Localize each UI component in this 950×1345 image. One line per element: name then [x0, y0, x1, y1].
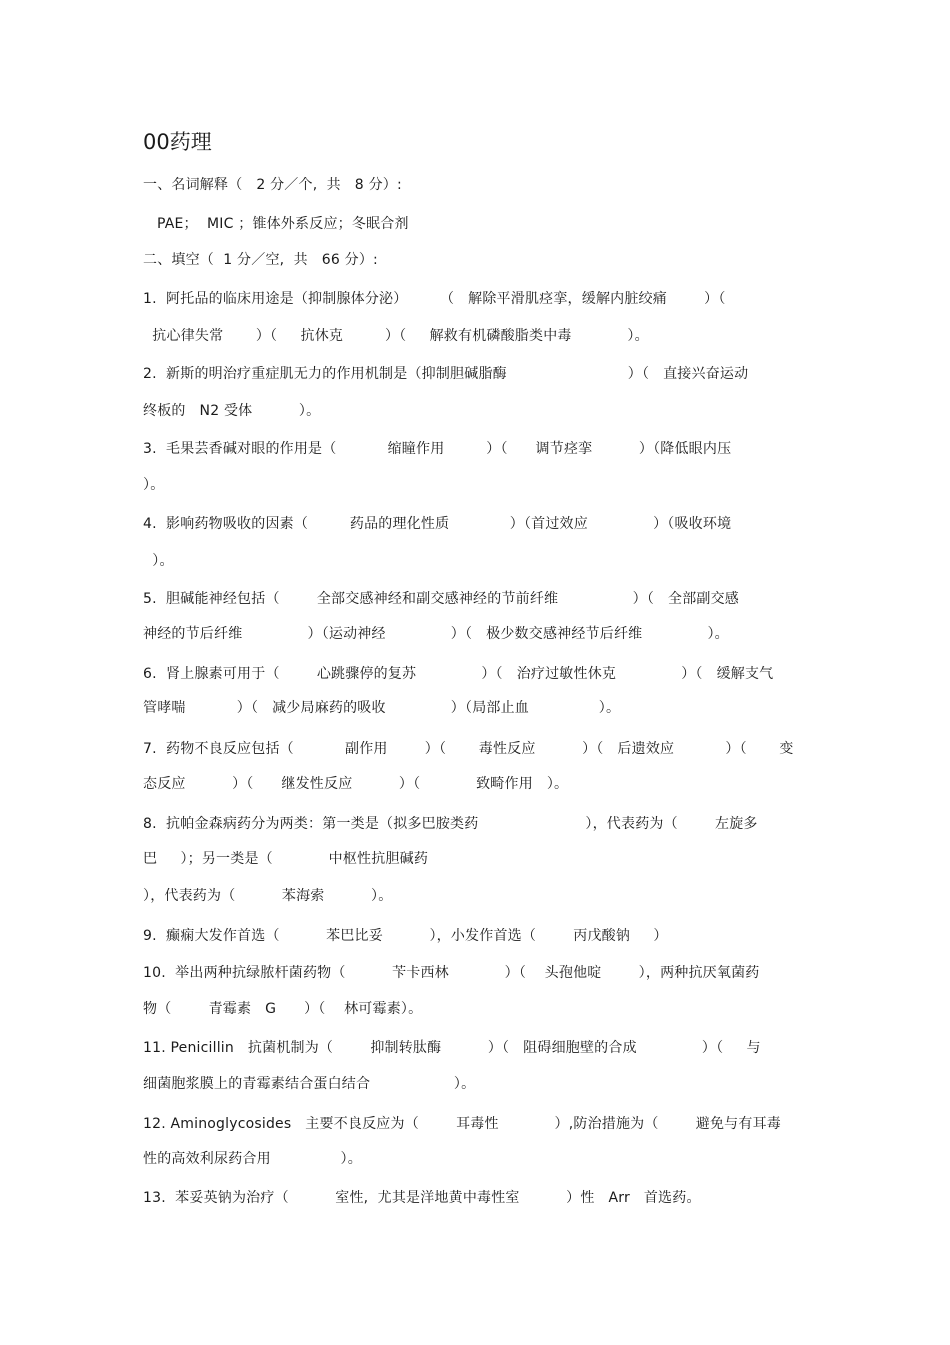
question-1-line-1: 1. 阿托品的临床用途是（抑制腺体分泌） （ 解除平滑肌痉挛，缓解内脏绞痛 ）（: [143, 291, 726, 307]
question-2-line-1: 2. 新斯的明治疗重症肌无力的作用机制是（抑制胆碱脂酶 ）（ 直接兴奋运动: [143, 366, 749, 382]
question-5-line-1: 5. 胆碱能神经包括（ 全部交感神经和副交感神经的节前纤维 ）（ 全部副交感: [143, 591, 740, 607]
question-12-line-2: 性的高效利尿药合用 ）。: [143, 1151, 362, 1167]
document-title: 00药理: [143, 130, 212, 154]
section-heading-fill-blank: 二、填空（ 1 分／空, 共 66 分）:: [143, 252, 378, 268]
question-2-line-2: 终板的 N2 受体 ）。: [143, 403, 321, 419]
question-3-line-2: ）。: [143, 477, 165, 493]
question-10-line-1: 10. 举出两种抗绿脓杆菌药物（ 苄卡西林 ）（ 头孢他啶 ），两种抗厌氧菌药: [143, 965, 760, 981]
question-13-line-1: 13. 苯妥英钠为治疗（ 室性, 尤其是洋地黄中毒性室 ）性 Arr 首选药。: [143, 1190, 701, 1206]
question-10-line-2: 物（ 青霉素 G ）（ 林可霉素）。: [143, 1001, 423, 1017]
section-heading-definitions: 一、名词解释（ 2 分／个, 共 8 分）:: [143, 177, 402, 193]
question-8-line-2: 巴 ）；另一类是（ 中枢性抗胆碱药: [143, 851, 429, 867]
definition-terms: PAE； MIC ；锥体外系反应；冬眠合剂: [143, 216, 409, 232]
question-4-line-2: ）。: [143, 553, 174, 569]
question-11-line-1: 11. Penicillin 抗菌机制为（ 抑制转肽酶 ）（ 阻碍细胞壁的合成 ）（ 与: [143, 1040, 761, 1056]
question-6-line-2: 管哮喘 ）（ 减少局麻药的吸收 ）（局部止血 ）。: [143, 700, 621, 716]
question-12-line-1: 12. Aminoglycosides 主要不良反应为（ 耳毒性 ）,防治措施为（ 避免与有耳毒: [143, 1116, 781, 1132]
question-7-line-1: 7. 药物不良反应包括（ 副作用 ）（ 毒性反应 ）（ 后遗效应 ）（ 变: [143, 741, 794, 757]
question-6-line-1: 6. 肾上腺素可用于（ 心跳骤停的复苏 ）（ 治疗过敏性休克 ）（ 缓解支气: [143, 666, 774, 682]
question-11-line-2: 细菌胞浆膜上的青霉素结合蛋白结合 ）。: [143, 1076, 476, 1092]
question-8-line-1: 8. 抗帕金森病药分为两类：第一类是（拟多巴胺类药 ），代表药为（ 左旋多: [143, 816, 758, 832]
question-1-line-2: 抗心律失常 ）（ 抗休克 ）（ 解救有机磷酸脂类中毒 ）。: [143, 328, 649, 344]
question-9-line-1: 9. 癫痫大发作首选（ 苯巴比妥 ），小发作首选（ 丙戊酸钠 ）: [143, 928, 668, 944]
question-5-line-2: 神经的节后纤维 ）（运动神经 ）（ 极少数交感神经节后纤维 ）。: [143, 626, 729, 642]
question-4-line-1: 4. 影响药物吸收的因素（ 药品的理化性质 ）（首过效应 ）（吸收环境: [143, 516, 732, 532]
question-3-line-1: 3. 毛果芸香碱对眼的作用是（ 缩瞳作用 ）（ 调节痉挛 ）（降低眼内压: [143, 441, 732, 457]
question-8-line-3: ），代表药为（ 苯海索 ）。: [143, 888, 393, 904]
question-7-line-2: 态反应 ）（ 继发性反应 ）（ 致畸作用 ）。: [143, 776, 569, 792]
